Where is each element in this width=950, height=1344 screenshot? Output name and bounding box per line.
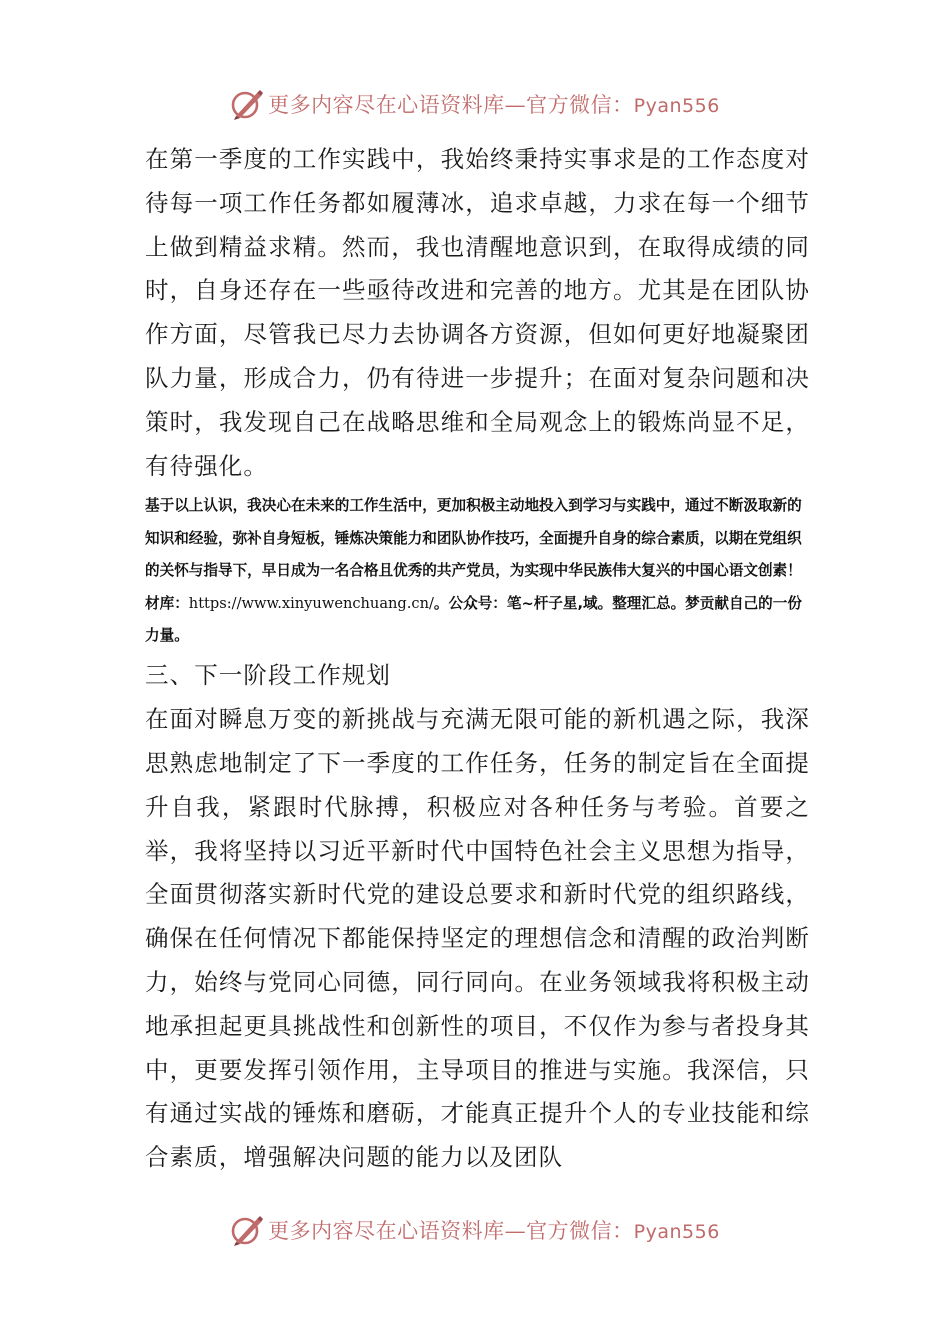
watermark-text: 更多内容尽在心语资料库—官方微信：Pyan556 — [268, 1219, 720, 1243]
watermark-text: 更多内容尽在心语资料库—官方微信：Pyan556 — [268, 93, 720, 117]
paragraph-resolution: 基于以上认识，我决心在未来的工作生活中，更加积极主动地投入到学习与实践中，通过不断汲取新的知识和经验，弥补自身短板，锤炼决策能力和团队协作技巧，全面提升自身的综合素质，以期在党组织的关怀与指导下，早日成为一名合格且优秀的共产党员，为实现中华民族伟大复兴的中国心语文创素！材库：https://www.xinyuwenchuang.cn/。公众号：笔~杆子星,域。整理汇总。梦贡献自己的一份力量。 — [145, 497, 802, 644]
section-heading: 三、下一阶段工作规划 — [145, 661, 391, 690]
paragraph-plan: 在面对瞬息万变的新挑战与充满无限可能的新机遇之际，我深思熟虑地制定了下一季度的工作任务，任务的制定旨在全面提升自我，紧跟时代脉搏，积极应对各种任务与考验。首要之举，我将坚持以习近平新时代中国特色社会主义思想为指导，全面贯彻落实新时代党的建设总要求和新时代党的组织路线，确保在任何情况下都能保持坚定的理想信念和清醒的政治判断力，始终与党同心同德，同行同向。在业务领域我将积极主动地承担起更具挑战性和创新性的项目，不仅作为参与者投身其中，更要发挥引领作用，主导项目的推进与实施。我深信，只有通过实战的锤炼和磨砺，才能真正提升个人的专业技能和综合素质，增强解决问题的能力以及团队 — [145, 705, 810, 1172]
pen-logo-icon — [230, 87, 264, 121]
watermark-banner-bottom — [0, 1210, 950, 1250]
paragraph-reflection: 在第一季度的工作实践中，我始终秉持实事求是的工作态度对待每一项工作任务都如履薄冰，追求卓越，力求在每一个细节上做到精益求精。然而，我也清醒地意识到，在取得成绩的同时，自身还存在一些亟待改进和完善的地方。尤其是在团队协作方面，尽管我已尽力去协调各方资源，但如何更好地凝聚团队力量，形成合力，仍有待进一步提升；在面对复杂问题和决策时，我发现自己在战略思维和全局观念上的锻炼尚显不足，有待强化。 — [145, 145, 810, 480]
watermark-banner-top — [0, 84, 950, 124]
pen-logo-icon — [230, 1213, 264, 1247]
source-url: https://www.xinyuwenchuang.cn/ — [188, 594, 434, 612]
document-body — [145, 138, 810, 1180]
